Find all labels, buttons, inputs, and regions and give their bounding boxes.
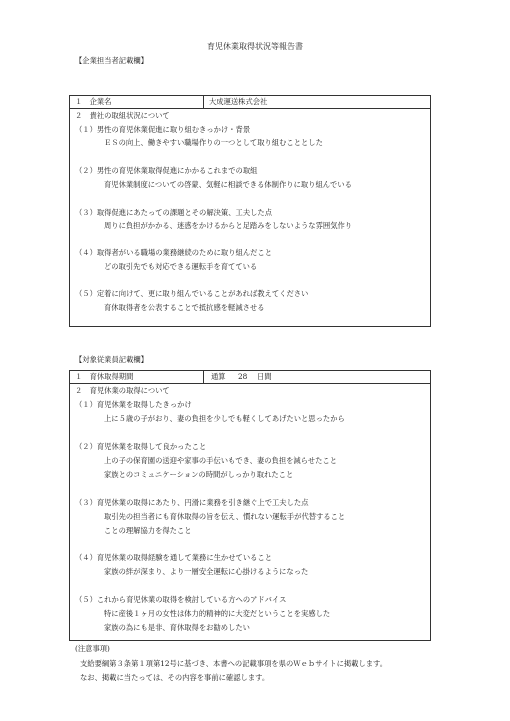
notes-line-1: 支給要綱第３条第１項第12号に基づき、本書への記載事項を県のＷｅｂサイトに掲載します。 xyxy=(80,659,388,668)
company-section-label: 【企業担当者記載欄】 xyxy=(75,56,148,65)
employee-column-divider xyxy=(203,370,204,383)
leave-period-unit: 日間 xyxy=(257,372,272,381)
leave-period-prefix: 通算 xyxy=(211,372,226,381)
employee-question-3: （３）育児休業の取得にあたり、円滑に業務を引き継ぐ上で工夫した点 xyxy=(75,498,309,507)
employee-question-1: （１）育児休業を取得したきっかけ xyxy=(75,400,192,409)
employee-answer-3-line2: ことの理解協力を得たこと xyxy=(104,526,192,535)
employee-answer-2-line2: 家族とのコミュニケーションの時間がしっかり取れたこと xyxy=(104,470,294,479)
notes-heading: (注意事項) xyxy=(75,644,110,653)
company-column-divider xyxy=(203,95,204,108)
notes-line-2: なお、掲載に当たっては、その内容を事前に確認します。 xyxy=(80,673,270,682)
employee-answer-4: 家族の絆が深まり、より一層安全運転に心掛けるようになった xyxy=(104,567,309,576)
company-answer-1: ＥＳの向上、働きやすい職場作りの一つとして取り組むこととした xyxy=(104,138,323,147)
employee-question-5: （５）これから育児休業の取得を検討している方へのアドバイス xyxy=(75,595,287,604)
company-question-5: （５）定着に向けて、更に取り組んでいることがあれば教えてください xyxy=(75,289,309,298)
document-title: 育児休業取得状況等報告書 xyxy=(207,42,303,51)
company-section-heading: ２ 貴社の取組状況について xyxy=(75,111,170,120)
company-question-4: （４）取得者がいる職場の業務継続のために取り組んだこと xyxy=(75,248,273,257)
leave-period-value: 28 xyxy=(238,372,248,381)
company-answer-4: どの取引先でも対応できる運転手を育てている xyxy=(104,262,258,271)
employee-section-label: 【対象従業員記載欄】 xyxy=(75,355,148,364)
employee-question-4: （４）育児休業の取得経験を通して業務に生かせていること xyxy=(75,553,273,562)
company-question-2: （２）男性の育児休業取得促進にかかるこれまでの取組 xyxy=(75,166,258,175)
company-question-3: （３）取得促進にあたっての課題とその解決策、工夫した点 xyxy=(75,208,273,217)
company-name-value: 大成運送株式会社 xyxy=(209,97,268,106)
employee-answer-5-line1: 特に産後１ヶ月の女性は体力的精神的に大変だということを実感した xyxy=(104,609,331,618)
employee-answer-2-line1: 上の子の保育園の送迎や家事の手伝いもでき、妻の負担を減らせたこと xyxy=(104,456,337,465)
leave-period-label: １ 育休取得期間 xyxy=(75,372,134,381)
company-answer-2: 育児休業制度についての啓蒙、気軽に相談できる体制作りに取り組んでいる xyxy=(104,180,352,189)
employee-question-2: （２）育児休業を取得して良かったこと xyxy=(75,442,207,451)
company-answer-5: 育休取得者を公表することで抵抗感を軽減させる xyxy=(104,303,265,312)
company-question-1: （１）男性の育児休業促進に取り組むきっかけ・背景 xyxy=(75,125,251,134)
employee-answer-3-line1: 取引先の担当者にも育休取得の旨を伝え、慣れない運転手が代替すること xyxy=(104,512,346,521)
employee-answer-1: 上に５歳の子がおり、妻の負担を少しでも軽くしてあげたいと思ったから xyxy=(104,414,345,423)
company-name-label: １ 企業名 xyxy=(75,97,112,106)
employee-row-divider xyxy=(69,383,431,384)
employee-section-heading: ２ 育児休業の取得について xyxy=(75,386,170,395)
employee-answer-5-line2: 家族の為にも是非、育休取得をお勧めしたい xyxy=(104,623,250,632)
company-answer-3: 周りに負担がかかる、迷惑をかけるからと足踏みをしないような雰囲気作り xyxy=(104,221,353,230)
company-row-divider xyxy=(69,108,431,109)
